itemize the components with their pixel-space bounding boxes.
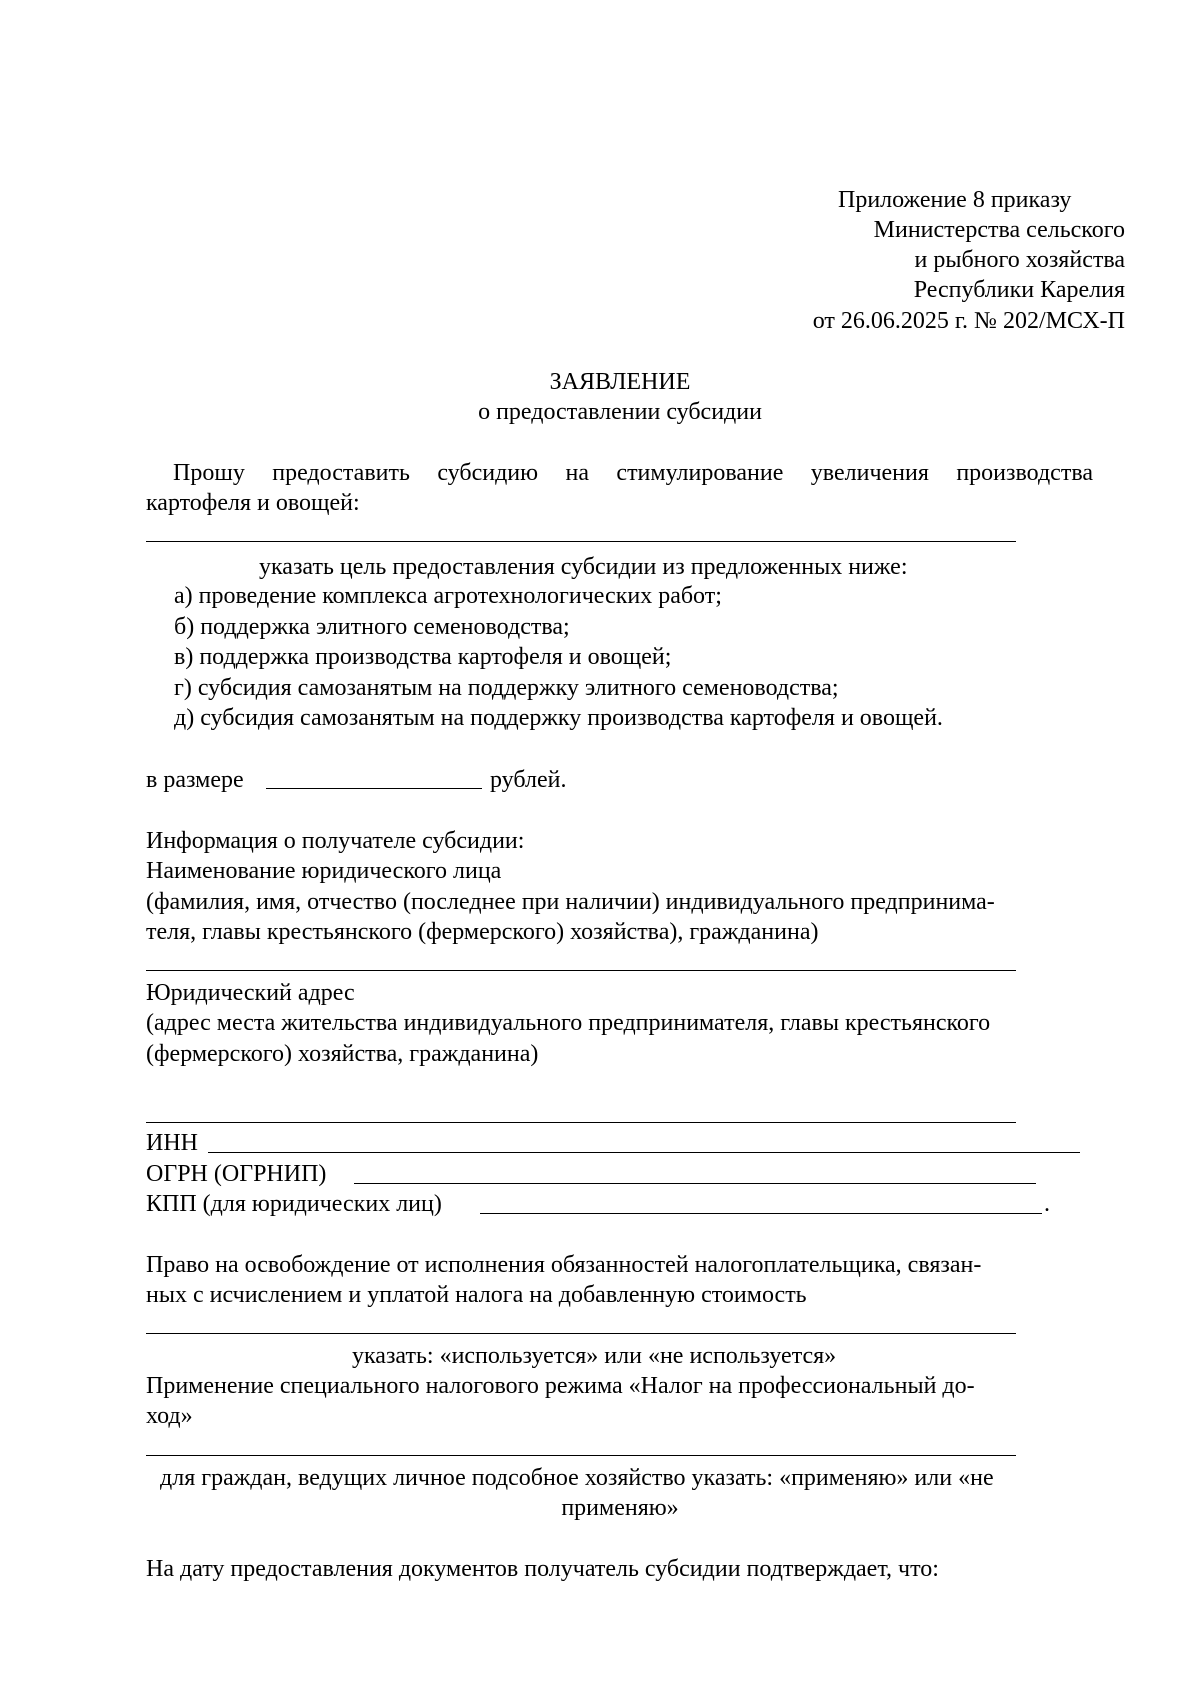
recipient-name-hint-2: теля, главы крестьянского (фермерского) хозяйства), гражданина) <box>146 919 819 945</box>
kpp-label: КПП (для юридических лиц) <box>146 1191 442 1217</box>
recipient-heading: Информация о получателе субсидии: <box>146 828 525 854</box>
appendix-line-2: Министерства сельского <box>873 217 1125 243</box>
inn-blank-line[interactable] <box>208 1152 1080 1153</box>
npd-line-1: Применение специального налогового режима «Налог на профессиональный до- <box>146 1373 975 1399</box>
vat-line-2: ных с исчислением и уплатой налога на добавленную стоимость <box>146 1282 807 1308</box>
vat-hint: указать: «используется» или «не используется» <box>352 1343 837 1369</box>
amount-prefix: в размере <box>146 767 244 793</box>
purpose-hint: указать цель предоставления субсидии из предложенных ниже: <box>259 554 908 580</box>
purpose-option-b: б) поддержка элитного семеноводства; <box>174 614 570 640</box>
npd-hint-1: для граждан, ведущих личное подсобное хозяйство указать: «применяю» или «не <box>160 1465 994 1491</box>
purpose-blank-line[interactable] <box>146 541 1016 542</box>
document-subtitle: о предоставлении субсидии <box>478 399 762 425</box>
request-line-1: Прошу предоставить субсидию на стимулирование увеличения производства <box>173 460 1093 486</box>
appendix-line-3: и рыбного хозяйства <box>914 247 1125 273</box>
recipient-name-hint-1: (фамилия, имя, отчество (последнее при наличии) индивидуального предпринима- <box>146 889 995 915</box>
vat-line-1: Право на освобождение от исполнения обязанностей налогоплательщика, связан- <box>146 1252 982 1278</box>
appendix-line-1: Приложение 8 приказу <box>838 187 1072 213</box>
appendix-line-5: от 26.06.2025 г. № 202/МСХ-П <box>812 308 1125 334</box>
document-title: ЗАЯВЛЕНИЕ <box>549 369 691 395</box>
amount-blank-line[interactable] <box>266 788 482 789</box>
purpose-option-d: г) субсидия самозанятым на поддержку элитного семеноводства; <box>174 675 839 701</box>
npd-line-2: ход» <box>146 1403 193 1429</box>
npd-blank-line[interactable] <box>146 1455 1016 1456</box>
address-hint-1: (адрес места жительства индивидуального предпринимателя, главы крестьянского <box>146 1010 991 1036</box>
confirm-line: На дату предоставления документов получатель субсидии подтверждает, что: <box>146 1556 939 1582</box>
vat-blank-line[interactable] <box>146 1333 1016 1334</box>
kpp-blank-line[interactable] <box>480 1213 1042 1214</box>
amount-suffix: рублей. <box>490 767 567 793</box>
kpp-end-period: . <box>1044 1191 1050 1217</box>
recipient-name-label: Наименование юридического лица <box>146 858 502 884</box>
ogrn-blank-line[interactable] <box>354 1183 1036 1184</box>
request-line-2: картофеля и овощей: <box>146 490 360 516</box>
inn-label: ИНН <box>146 1130 198 1156</box>
purpose-option-c: в) поддержка производства картофеля и овощей; <box>174 644 672 670</box>
recipient-name-blank-line[interactable] <box>146 970 1016 971</box>
npd-hint-2: применяю» <box>561 1495 679 1521</box>
address-label: Юридический адрес <box>146 980 355 1006</box>
appendix-line-4: Республики Карелия <box>913 277 1125 303</box>
purpose-option-e: д) субсидия самозанятым на поддержку производства картофеля и овощей. <box>174 705 943 731</box>
address-hint-2: (фермерского) хозяйства, гражданина) <box>146 1041 539 1067</box>
address-blank-line[interactable] <box>146 1122 1016 1123</box>
purpose-option-a: а) проведение комплекса агротехнологических работ; <box>174 583 722 609</box>
ogrn-label: ОГРН (ОГРНИП) <box>146 1161 327 1187</box>
